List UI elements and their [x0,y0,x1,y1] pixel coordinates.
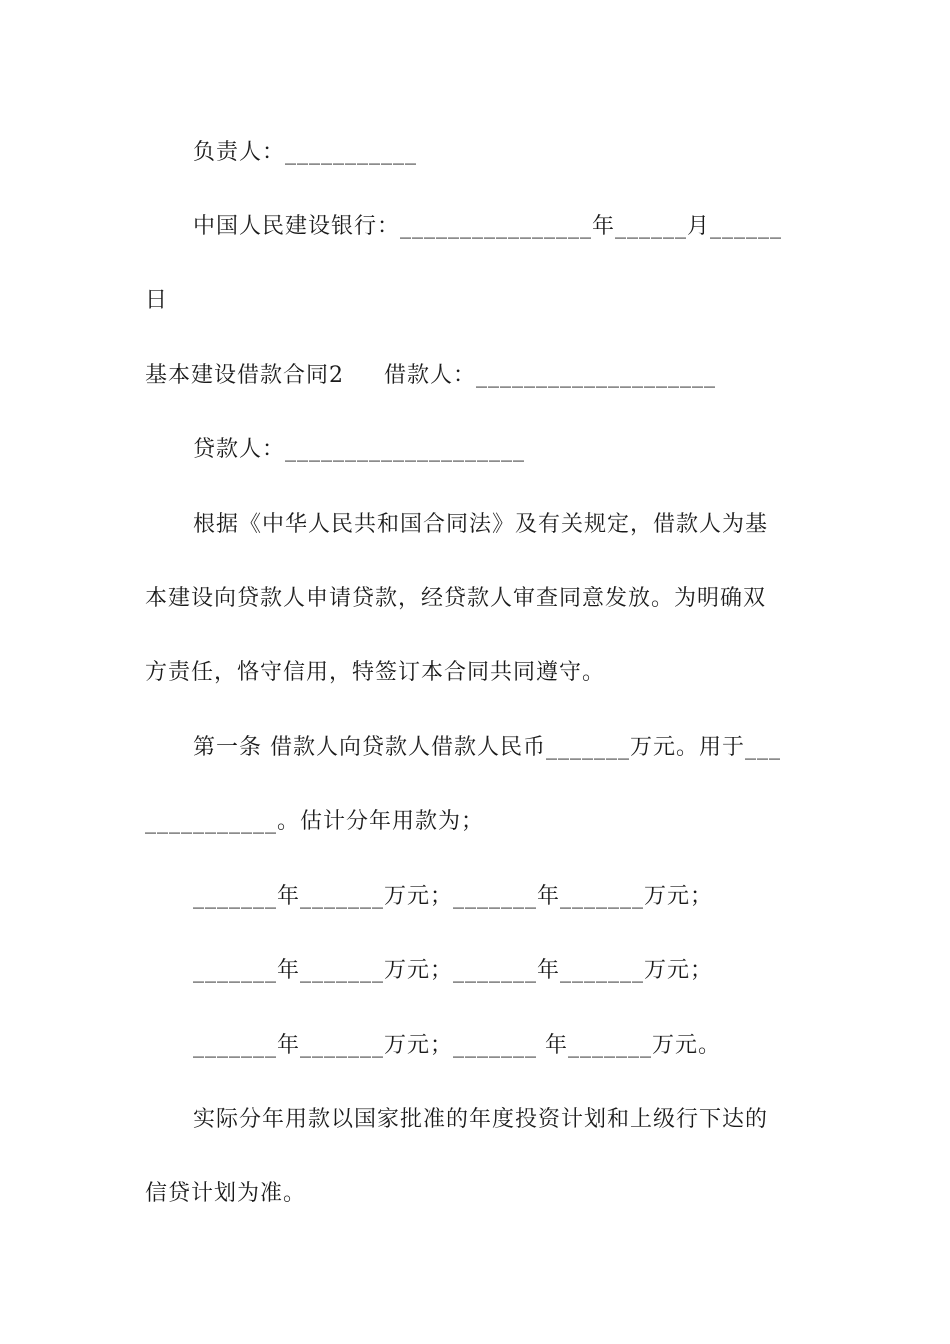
article-one-line-1: 第一条 借款人向贷款人借款人民币_______万元。用于___ [193,735,781,760]
bank-date-line: 中国人民建设银行：________________年______月______ [193,214,783,239]
day-line: 日 [145,288,169,313]
responsible-person-line: 负责人：___________ [193,140,418,165]
contract-title-borrower-line [145,361,716,391]
preamble-line-2: 本建设向贷款人申请贷款，经贷款人审查同意发放。为明确双 [145,586,767,611]
preamble-line-1: 根据《中华人民共和国合同法》及有关规定，借款人为基 [193,512,769,537]
article-one-line-2: ___________。估计分年用款为； [145,809,485,834]
preamble-line-3: 方责任，恪守信用，特签订本合同共同遵守。 [145,660,606,685]
annual-amount-line-2: _______年_______万元；_______年_______万元； [193,958,714,983]
annual-amount-line-3: _______年_______万元；_______ 年_______万元。 [193,1033,721,1058]
lender-line: 贷款人：____________________ [193,437,526,462]
actual-usage-line-2: 信贷计划为准。 [145,1181,307,1206]
actual-usage-line-1: 实际分年用款以国家批准的年度投资计划和上级行下达的 [193,1107,769,1132]
annual-amount-line-1: _______年_______万元；_______年_______万元； [193,884,714,909]
contract-title: 基本建设借款合同2 [145,363,344,388]
borrower-field: 借款人：____________________ [384,363,717,388]
